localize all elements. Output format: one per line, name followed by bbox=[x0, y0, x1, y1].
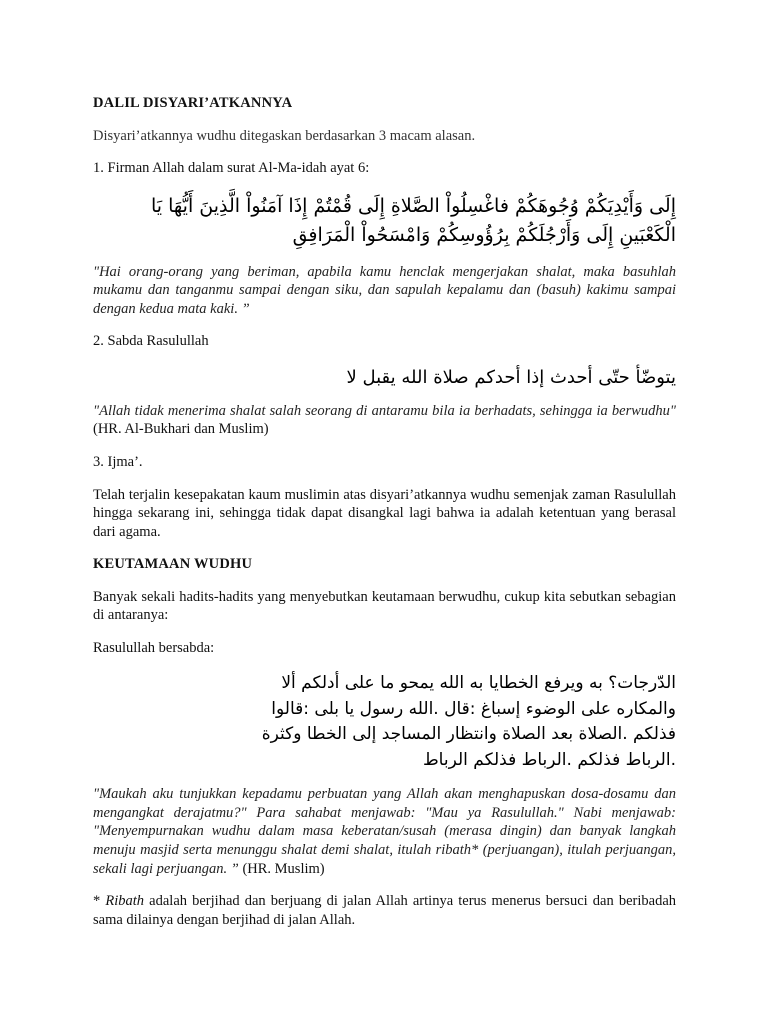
hadith1-source: (HR. Al-Bukhari dan Muslim) bbox=[93, 421, 269, 438]
point3-label: 3. Ijma’. bbox=[93, 453, 143, 470]
quran-verse-line2: الْكَعْبَينِ إِلَى وَأَرْجُلَكُمْ بِرُؤُوسِكُمْ وَامْسَحُواْ الْمَرَافِقِ bbox=[292, 224, 676, 247]
hadith2-line4: .الرباط فذلكم .الرباط فذلكم الرباط bbox=[422, 749, 676, 770]
hadith1-arabic: يتوضّأ حتّى أحدث إذا أحدكم صلاة الله يقبل لا bbox=[346, 366, 676, 388]
quran-translation: "Hai orang-orang yang beriman, apabila kamu henclak mengerjakan shalat, maka basuhlah mukamu dan tanganmu sampai dengan siku, dan sapulah kepalamu dan (basuh) kakimu sampai dengan kedua mata kaki. ” bbox=[93, 263, 676, 317]
quran-verse bbox=[93, 192, 676, 251]
hadith2-line1: الدّرجات؟ به ويرفع الخطايا به الله يمحو ما على أدلكم ألا bbox=[281, 673, 676, 694]
hadith2-translation-text: "Maukah aku tunjukkan kepadamu perbuatan yang Allah akan menghapuskan dosa-dosamu dan mengangkat derajatmu?" Para sahabat menjawab: "Mau ya Rasulullah." Nabi menjawab: "Menyempurnakan wudhu dalam masa keberatan/susah (merasa dingin) dan banyak langkah menuju masjid serta menunggu shalat demi shalat, itulah ribath* (perjuangan), itulah perjuangan, sekali lagi perjuangan. ” bbox=[93, 786, 676, 877]
footnote-term: Ribath bbox=[105, 893, 145, 910]
hadith2-line3: فذلكم .الصلاة بعد الصلاة وانتظار المساجد إلى الخطا وكثرة bbox=[261, 724, 676, 745]
footnote-star: * bbox=[93, 893, 106, 910]
heading-dalil: DALIL DISYARI’ATKANNYA bbox=[93, 95, 293, 111]
rasul-label: Rasulullah bersabda: bbox=[93, 639, 215, 656]
hadith2-source: (HR. Muslim) bbox=[238, 860, 325, 877]
quran-verse-line1: إِلَى وَأَيْدِيَكُمْ وُجُوهَكُمْ فاغْسِلُواْ الصَّلاةِ إِلَى قُمْتُمْ إِذَا آمَنُواْ الَّذِينَ أَيُّهَا يَا bbox=[151, 194, 676, 217]
heading-keutamaan: KEUTAMAAN WUDHU bbox=[93, 556, 253, 573]
hadith1-translation-text: "Allah tidak menerima shalat salah seorang di antaramu bila ia berhadats, sehingga ia berwudhu" bbox=[93, 402, 676, 419]
hadith2-translation bbox=[93, 785, 676, 878]
ijma-text: Telah terjalin kesepakatan kaum muslimin atas disyari’atkannya wudhu semenjak zaman Rasulullah hingga sekarang ini, sehingga tidak dapat disangkal lagi bahwa ia adalah ketentuan yang berasal dari agama. bbox=[93, 486, 676, 540]
footnote-text: adalah berjihad dan berjuang di jalan Allah artinya terus menerus bersuci dan beribadah sama dilainya dengan berjihad di jalan Allah. bbox=[93, 893, 677, 928]
hadith2-line2: والمكاره على الوضوء إسباغ :قال .الله رسول يا بلى :قالوا bbox=[271, 698, 676, 719]
intro-text: Disyari’atkannya wudhu ditegaskan berdasarkan 3 macam alasan. bbox=[93, 127, 476, 144]
hadith2-arabic bbox=[93, 671, 676, 773]
hadith1-translation bbox=[93, 402, 676, 439]
point1-label: 1. Firman Allah dalam surat Al-Ma-idah ayat 6: bbox=[93, 160, 370, 177]
keutamaan-intro: Banyak sekali hadits-hadits yang menyebutkan keutamaan berwudhu, cukup kita sebutkan sebagian di antaranya: bbox=[93, 588, 676, 624]
footnote bbox=[93, 892, 676, 929]
point2-label: 2. Sabda Rasulullah bbox=[93, 333, 209, 350]
